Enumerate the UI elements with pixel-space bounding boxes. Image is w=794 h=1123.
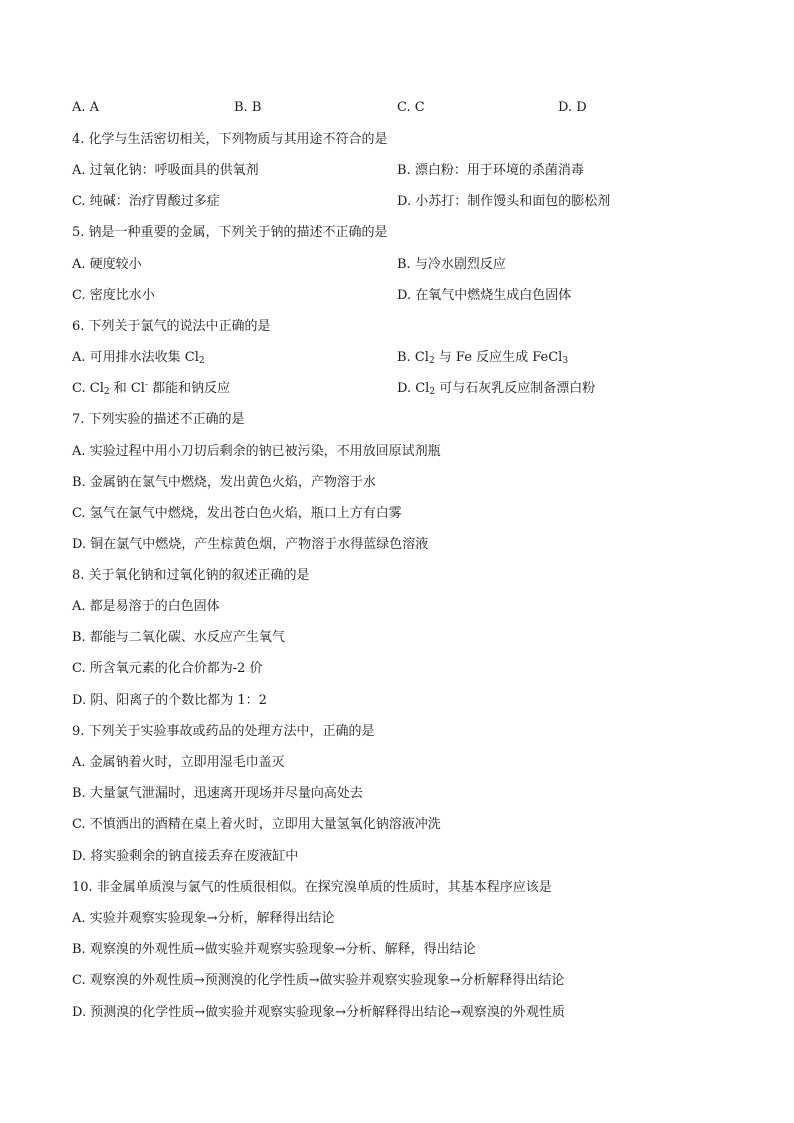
option-c: C. 纯碱：治疗胃酸过多症 (72, 194, 220, 209)
option-d: D. 将实验剩余的钠直接丢弃在废液缸中 (72, 849, 299, 864)
option-a: A. 硬度较小 (72, 257, 142, 272)
option-b: B. 与冷水剧烈反应 (397, 257, 506, 272)
option-d: D. 在氧气中燃烧生成白色固体 (397, 288, 572, 303)
option-c: C. $Cl_2$ 和 Cl- 都能和钠反应 (72, 380, 231, 397)
option-d: D. $Cl_2$ 可与石灰乳反应制备漂白粉 (397, 381, 596, 397)
question-stem: 9. 下列关于实验事故或药品的处理方法中，正确的是 (72, 724, 375, 739)
option-c: C. 不慎洒出的酒精在桌上着火时，立即用大量氢氧化钠溶液冲洗 (72, 817, 441, 832)
option-b: B. $Cl_2$ 与 Fe 反应生成 FeCl$_3$ (397, 350, 569, 366)
option-d: D. D (558, 100, 587, 115)
question-stem: 10. 非金属单质溴与氯气的性质很相似。在探究溴单质的性质时，其基本程序应该是 (72, 880, 552, 895)
option-d: D. 预测溴的化学性质→做实验并观察实验现象→分析解释得出结论→观察溴的外观性质 (72, 1005, 565, 1020)
option-b: B. 都能与二氧化碳、水反应产生氧气 (72, 630, 285, 645)
option-c: C. C (397, 100, 425, 115)
option-a: A. A (72, 100, 100, 115)
option-c: C. 所含氧元素的化合价都为-2 价 (72, 661, 263, 676)
option-b: B. 大量氯气泄漏时，迅速离开现场并尽量向高处去 (72, 786, 363, 801)
question-stem: 7. 下列实验的描述不正确的是 (72, 412, 245, 427)
option-a: A. 实验过程中用小刀切后剩余的钠已被污染，不用放回原试剂瓶 (72, 444, 441, 459)
option-d: D. 小苏打：制作馒头和面包的膨松剂 (397, 194, 611, 209)
question-stem: 6. 下列关于氯气的说法中正确的是 (72, 319, 271, 334)
option-c: C. 氢气在氯气中燃烧，发出苍白色火焰，瓶口上方有白雾 (72, 506, 402, 521)
option-b: B. B (234, 100, 262, 115)
option-a: A. 可用排水法收集 $Cl_2$ (72, 350, 205, 366)
option-c: C. 密度比水小 (72, 288, 155, 303)
option-d: D. 阴、阳离子的个数比都为 1：2 (72, 693, 267, 708)
option-a: A. 过氧化钠：呼吸面具的供氧剂 (72, 163, 259, 178)
option-a: A. 金属钠着火时，立即用湿毛巾盖灭 (72, 755, 285, 770)
question-stem: 4. 化学与生活密切相关，下列物质与其用途不符合的是 (72, 132, 388, 147)
option-b: B. 金属钠在氯气中燃烧，发出黄色火焰，产物溶于水 (72, 475, 376, 490)
option-a: A. 实验并观察实验现象→分析，解释得出结论 (72, 911, 335, 926)
option-b: B. 观察溴的外观性质→做实验并观察实验现象→分析、解释，得出结论 (72, 942, 476, 957)
option-b: B. 漂白粉：用于环境的杀菌消毒 (397, 163, 584, 178)
option-a: A. 都是易溶于的白色固体 (72, 599, 220, 614)
option-c: C. 观察溴的外观性质→预测溴的化学性质→做实验并观察实验现象→分析解释得出结论 (72, 973, 565, 988)
question-stem: 5. 钠是一种重要的金属，下列关于钠的描述不正确的是 (72, 225, 388, 240)
option-d: D. 铜在氯气中燃烧，产生棕黄色烟，产物溶于水得蓝绿色溶液 (72, 537, 429, 552)
question-stem: 8. 关于氧化钠和过氧化钠的叙述正确的是 (72, 568, 310, 583)
